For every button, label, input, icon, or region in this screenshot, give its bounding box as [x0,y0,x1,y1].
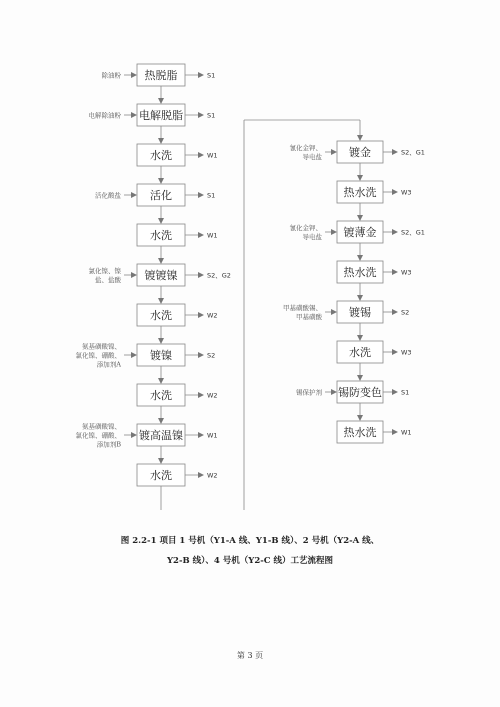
left-output-code-9: W1 [207,431,218,440]
right-box-label-4: 镀锡 [349,306,371,319]
left-input-label-7-0: 氨基磺酸镍、 [82,342,121,351]
right-box-label-0: 镀金 [349,146,371,159]
right-input-label-4-1: 甲基磺酸 [296,313,322,321]
right-output-code-5: W3 [401,348,412,357]
left-input-label-9-1: 氯化镍、硼酸、 [75,431,121,440]
right-input-label-4-0: 甲基磺酸锡、 [283,304,322,312]
left-box-label-1: 电解脱脂 [139,109,183,122]
right-output-code-6: S1 [401,388,410,397]
left-output-code-5: S2、G2 [207,271,231,280]
left-input-label-7-2: 添加剂A [96,360,121,369]
left-output-code-4: W1 [207,231,218,240]
left-output-code-6: W2 [207,311,218,320]
right-box-label-7: 热水洗 [343,426,377,439]
left-output-code-2: W1 [207,151,218,160]
right-input-label-2-0: 氰化金钾、 [289,224,322,232]
right-box-label-5: 水洗 [349,346,371,359]
left-input-label-9-2: 添加剂B [96,440,121,449]
left-input-label-7-1: 氯化镍、硼酸、 [75,351,121,360]
left-box-label-9: 镀高温镍 [139,429,183,442]
right-output-code-2: S2、G1 [401,228,425,237]
right-output-code-4: S2 [401,308,410,317]
left-box-label-7: 镀镍 [150,349,172,362]
left-output-code-7: S2 [207,351,216,360]
figure-caption-line-1: 图 2.2-1 项目 1 号机（Y1-A 线、Y1-B 线）、2 号机（Y2-A 线、 [120,536,380,546]
right-input-label-0-1: 导电盐 [302,153,322,161]
left-input-label-5-0: 氯化镍、镍 [88,267,121,275]
left-output-code-1: S1 [207,111,216,120]
left-box-label-10: 水洗 [150,469,172,482]
right-input-label-6-0: 锡保护剂 [296,388,322,397]
left-box-label-3: 活化 [150,189,172,202]
right-output-code-3: W3 [401,268,412,277]
page-number: 第 3 页 [236,651,264,660]
left-input-label-3-0: 活化酸盐 [95,191,121,200]
left-input-label-0-0: 除油粉 [101,71,121,80]
left-input-label-1-0: 电解除油粉 [88,111,121,120]
left-input-label-5-1: 盐、盐酸 [95,276,121,284]
right-output-code-0: S2、G1 [401,148,425,157]
right-box-label-2: 镀薄金 [343,226,377,239]
right-box-label-3: 热水洗 [343,266,377,279]
left-output-code-0: S1 [207,71,216,80]
right-box-label-6: 锡防变色 [338,386,382,399]
left-box-label-5: 镀镀镍 [144,269,178,282]
right-input-label-0-0: 氰化金钾、 [289,144,322,152]
figure-caption-line-2: Y2-B 线）、4 号机（Y2-C 线）工艺流程图 [166,556,333,566]
left-output-code-3: S1 [207,191,216,200]
right-box-label-1: 热水洗 [343,186,377,199]
left-box-label-2: 水洗 [150,149,172,162]
right-output-code-1: W3 [401,188,412,197]
left-box-label-4: 水洗 [150,229,172,242]
left-output-code-8: W2 [207,391,218,400]
left-input-label-9-0: 氨基磺酸镍、 [82,422,121,431]
left-box-label-0: 热脱脂 [144,69,178,82]
right-output-code-7: W1 [401,428,412,437]
left-output-code-10: W2 [207,471,218,480]
left-box-label-8: 水洗 [150,389,172,402]
right-input-label-2-1: 导电盐 [302,233,322,241]
left-box-label-6: 水洗 [150,309,172,322]
